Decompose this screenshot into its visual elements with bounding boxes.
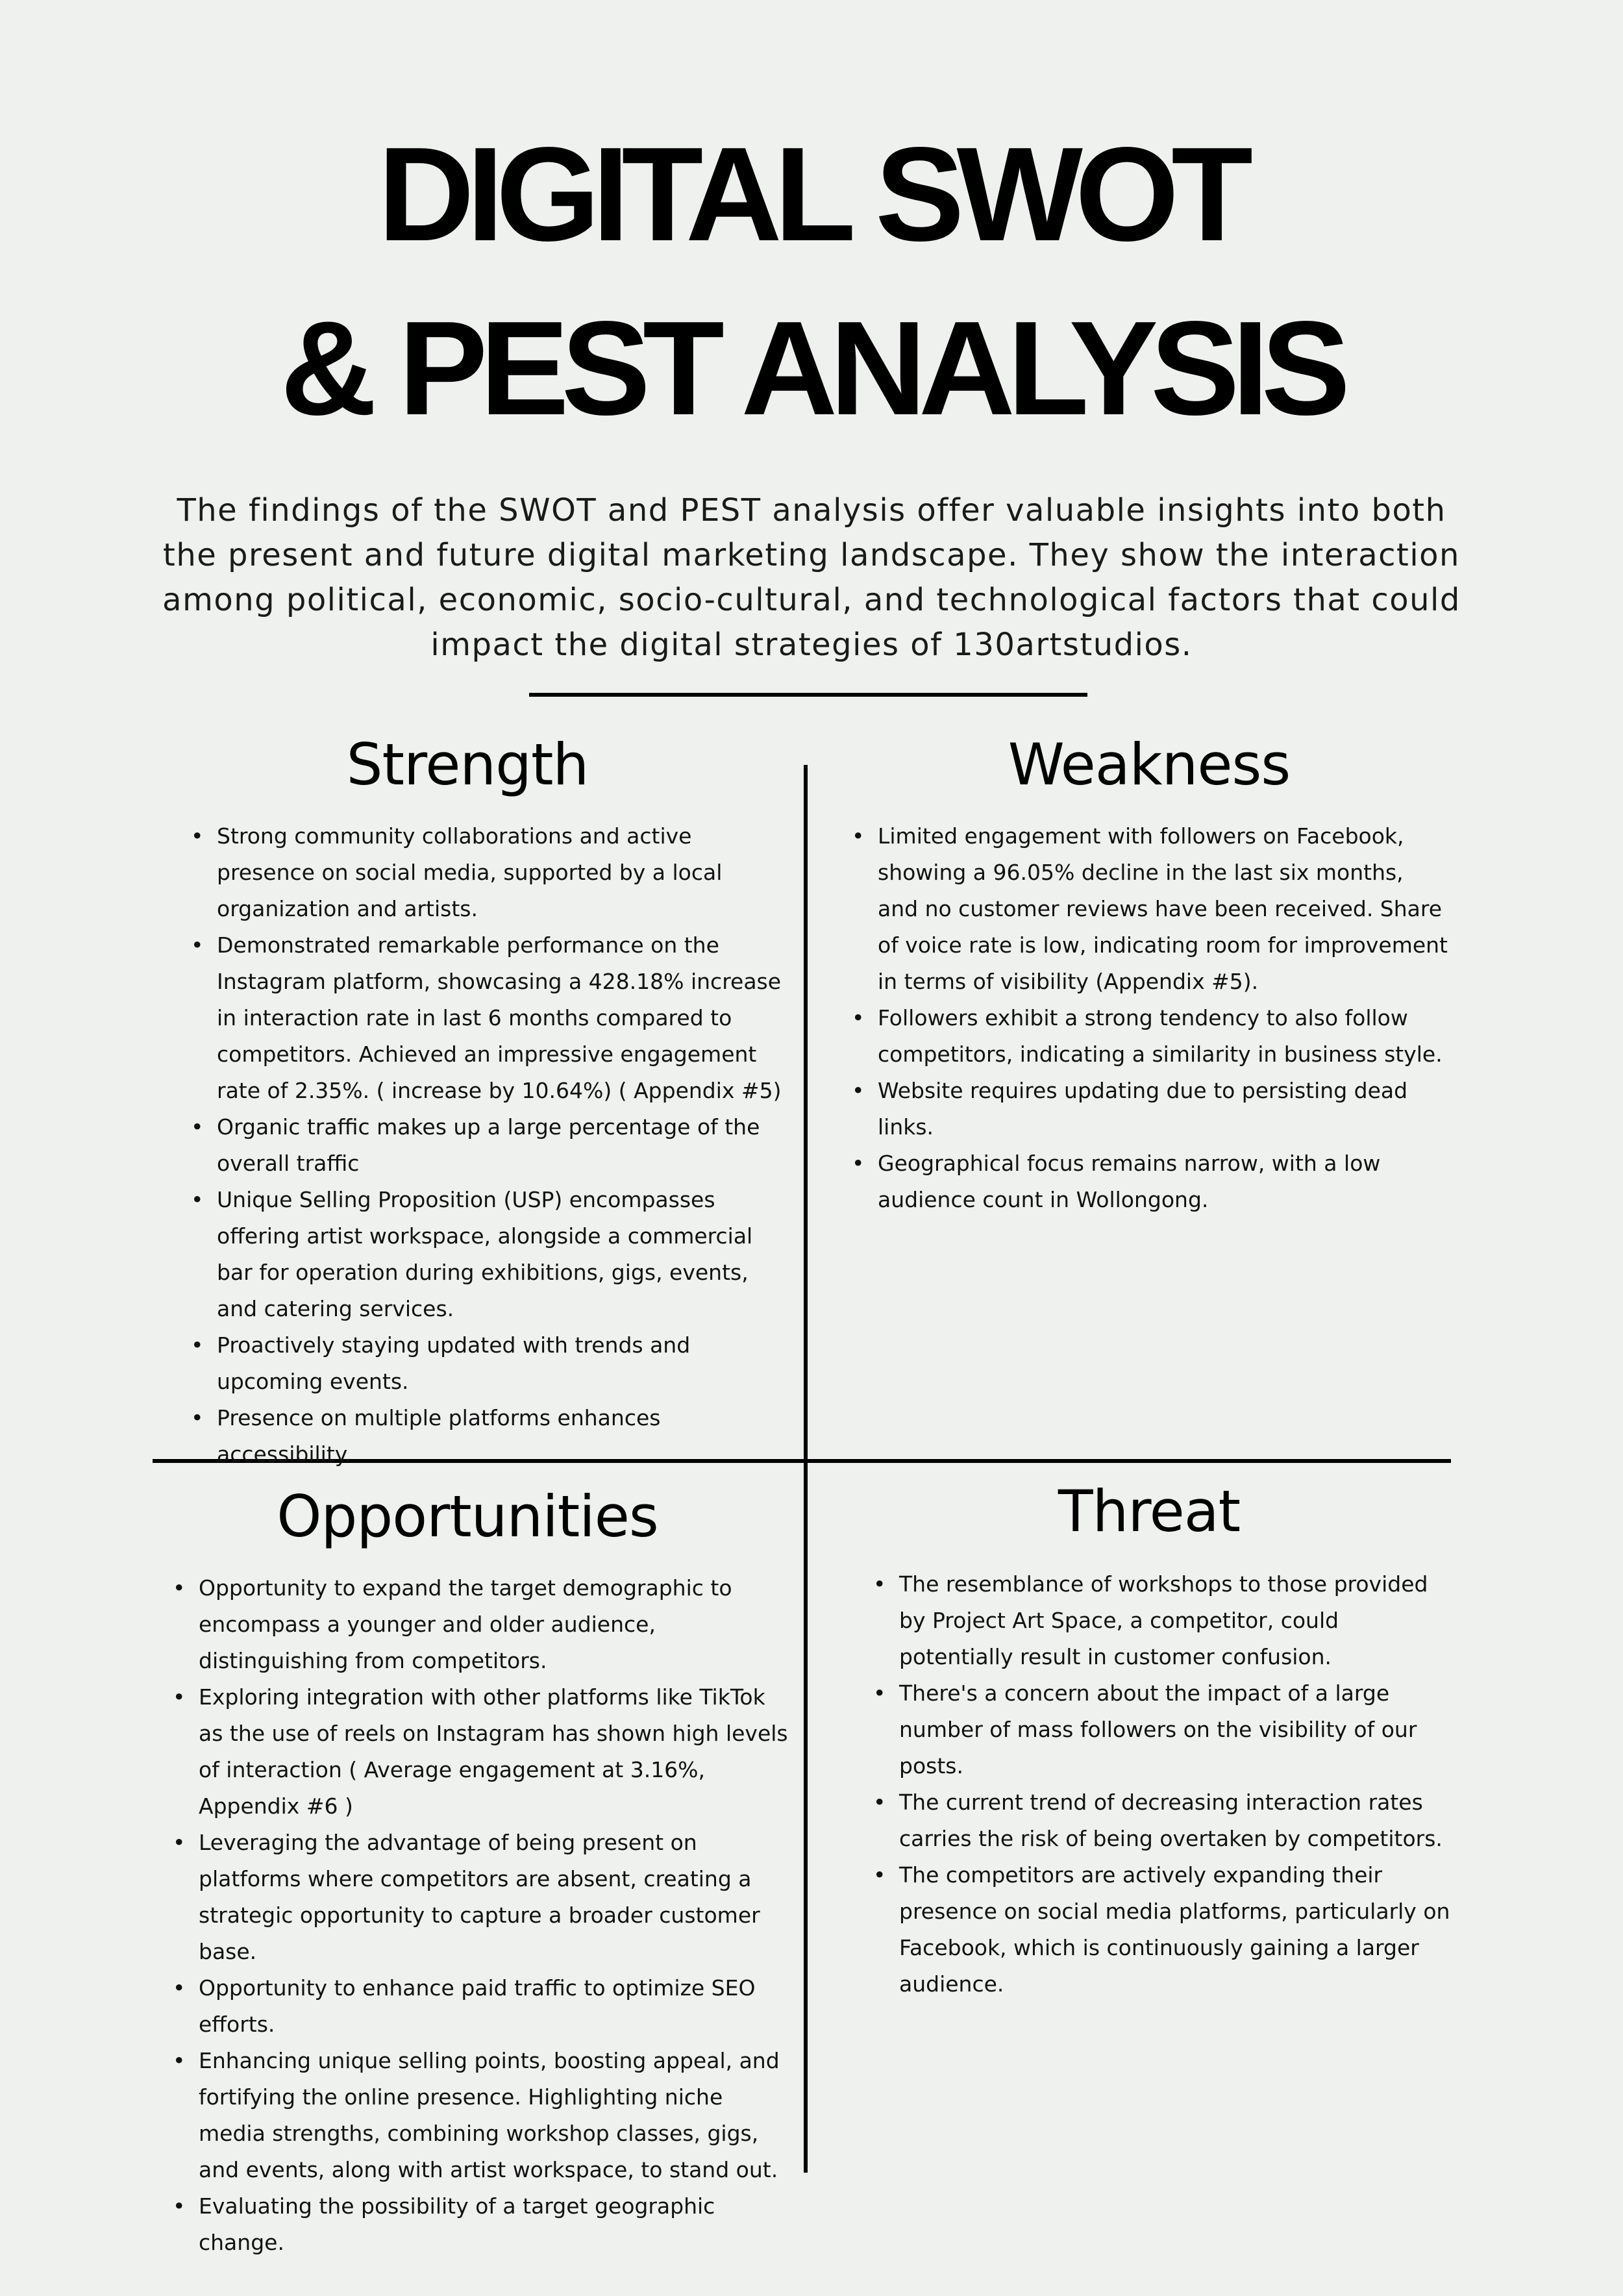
list-item: • The current trend of decreasing interaction rates carries the risk of being overtaken by competitors. <box>873 1784 1451 1857</box>
list-item: • Presence on multiple platforms enhances accessibility. <box>191 1400 795 1473</box>
list-item: • Unique Selling Proposition (USP) encompasses offering artist workspace, alongside a commercial bar for operation during exhibitions, gigs, events, and catering services. <box>191 1182 795 1327</box>
strength-heading: Strength <box>346 731 589 798</box>
strength-list <box>191 818 795 1473</box>
list-item: • The competitors are actively expanding their presence on social media platforms, particularly on Facebook, which is continuously gaining a larger audience. <box>873 1857 1451 2003</box>
opportunities-heading: Opportunities <box>277 1483 658 1550</box>
threat-list <box>873 1566 1451 2003</box>
list-item: • Demonstrated remarkable performance on the Instagram platform, showcasing a 428.18% increase in interaction rate in last 6 months compared to competitors. Achieved an impressive engagement rate of 2.35%. ( increase by 10.64%) ( Appendix #5) <box>191 927 795 1109</box>
weakness-heading: Weakness <box>1008 731 1291 798</box>
list-item: • Enhancing unique selling points, boosting appeal, and fortifying the online presence. Highlighting niche media strengths, combining workshop classes, gigs, and events, along with artist workspace, to stand out. <box>173 2043 789 2188</box>
list-item: • There's a concern about the impact of a large number of mass followers on the visibility of our posts. <box>873 1675 1451 1784</box>
opportunities-list <box>173 1570 789 2261</box>
list-item: • Exploring integration with other platforms like TikTok as the use of reels on Instagram has shown high levels of interaction ( Average engagement at 3.16%, Appendix #6 ) <box>173 1679 789 1825</box>
list-item: • Website requires updating due to persisting dead links. <box>852 1073 1449 1145</box>
list-item: • Opportunity to enhance paid traffic to optimize SEO efforts. <box>173 1970 789 2043</box>
threat-heading: Threat <box>1058 1478 1241 1545</box>
list-item: • The resemblance of workshops to those provided by Project Art Space, a competitor, could potentially result in customer confusion. <box>873 1566 1451 1675</box>
vertical-divider <box>804 765 808 2173</box>
list-item: • Followers exhibit a strong tendency to also follow competitors, indicating a similarity in business style. <box>852 1000 1449 1073</box>
list-item: • Limited engagement with followers on Facebook, showing a 96.05% decline in the last six months, and no customer reviews have been received. Share of voice rate is low, indicating room for improvement in terms of visibility (Appendix #5). <box>852 818 1449 1000</box>
title-line-2: & PEST ANALYSIS <box>280 293 1343 443</box>
title-line-1: DIGITAL SWOT <box>377 119 1246 269</box>
list-item: • Organic traffic makes up a large percentage of the overall traffic <box>191 1109 795 1182</box>
list-item: • Opportunity to expand the target demographic to encompass a younger and older audience, distinguishing from competitors. <box>173 1570 789 1679</box>
list-item: • Leveraging the advantage of being present on platforms where competitors are absent, creating a strategic opportunity to capture a broader customer base. <box>173 1825 789 1970</box>
list-item: • Evaluating the possibility of a target geographic change. <box>173 2188 789 2261</box>
weakness-list <box>852 818 1449 1218</box>
list-item: • Strong community collaborations and active presence on social media, supported by a local organization and artists. <box>191 818 795 927</box>
intro-divider <box>529 693 1087 697</box>
intro-paragraph: The findings of the SWOT and PEST analysis offer valuable insights into both the present and future digital marketing landscape. They show the interaction among political, economic, socio-cultural, and technological factors that could impact the digital strategies of 130artstudios. <box>162 492 1461 663</box>
list-item: • Proactively staying updated with trends and upcoming events. <box>191 1327 795 1400</box>
list-item: • Geographical focus remains narrow, with a low audience count in Wollongong. <box>852 1145 1449 1218</box>
